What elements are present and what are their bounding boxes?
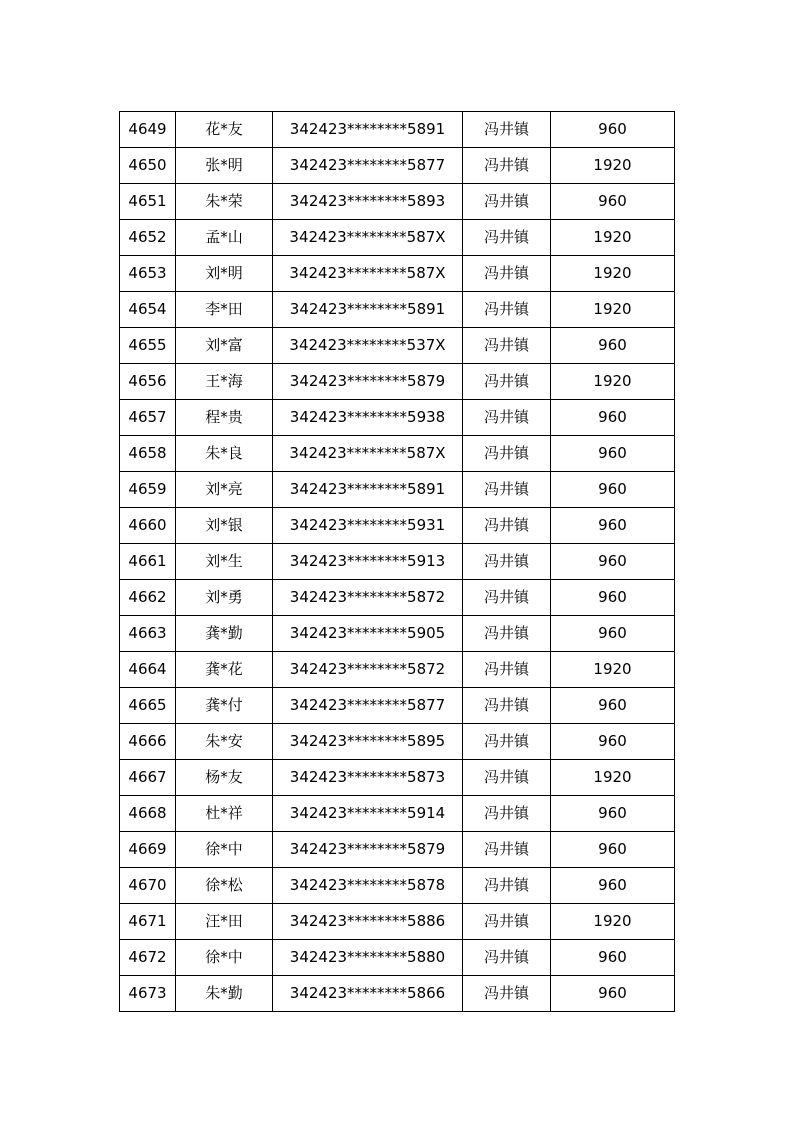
name-cell: 张*明 [176, 148, 273, 184]
id-number-cell: 342423********5879 [273, 832, 463, 868]
table-row [120, 760, 675, 796]
id-number-cell: 342423********5877 [273, 688, 463, 724]
name-cell: 刘*明 [176, 256, 273, 292]
town-cell: 冯井镇 [463, 724, 551, 760]
name-cell: 李*田 [176, 292, 273, 328]
name-cell: 朱*良 [176, 436, 273, 472]
amount-cell: 1920 [551, 760, 675, 796]
amount-cell: 960 [551, 328, 675, 364]
name-cell: 花*友 [176, 112, 273, 148]
table-row [120, 508, 675, 544]
name-cell: 龚*付 [176, 688, 273, 724]
amount-cell: 960 [551, 724, 675, 760]
name-cell: 龚*勤 [176, 616, 273, 652]
amount-cell: 1920 [551, 256, 675, 292]
amount-cell: 960 [551, 544, 675, 580]
town-cell: 冯井镇 [463, 148, 551, 184]
row-number-cell: 4669 [120, 832, 176, 868]
town-cell: 冯井镇 [463, 796, 551, 832]
row-number-cell: 4668 [120, 796, 176, 832]
amount-cell: 960 [551, 508, 675, 544]
town-cell: 冯井镇 [463, 868, 551, 904]
name-cell: 徐*中 [176, 832, 273, 868]
amount-cell: 960 [551, 436, 675, 472]
name-cell: 朱*安 [176, 724, 273, 760]
id-number-cell: 342423********587X [273, 220, 463, 256]
id-number-cell: 342423********5873 [273, 760, 463, 796]
town-cell: 冯井镇 [463, 472, 551, 508]
amount-cell: 1920 [551, 364, 675, 400]
id-number-cell: 342423********5880 [273, 940, 463, 976]
amount-cell: 960 [551, 796, 675, 832]
amount-cell: 960 [551, 868, 675, 904]
table-row [120, 544, 675, 580]
name-cell: 刘*生 [176, 544, 273, 580]
table-row [120, 832, 675, 868]
table-row [120, 796, 675, 832]
row-number-cell: 4657 [120, 400, 176, 436]
town-cell: 冯井镇 [463, 184, 551, 220]
name-cell: 杨*友 [176, 760, 273, 796]
amount-cell: 960 [551, 580, 675, 616]
id-number-cell: 342423********5913 [273, 544, 463, 580]
table-row [120, 292, 675, 328]
amount-cell: 960 [551, 832, 675, 868]
town-cell: 冯井镇 [463, 256, 551, 292]
id-number-cell: 342423********5891 [273, 472, 463, 508]
table-row [120, 256, 675, 292]
table-row [120, 688, 675, 724]
row-number-cell: 4660 [120, 508, 176, 544]
row-number-cell: 4659 [120, 472, 176, 508]
name-cell: 汪*田 [176, 904, 273, 940]
town-cell: 冯井镇 [463, 508, 551, 544]
row-number-cell: 4663 [120, 616, 176, 652]
roster-table-body [120, 112, 675, 1012]
table-row [120, 220, 675, 256]
id-number-cell: 342423********5905 [273, 616, 463, 652]
id-number-cell: 342423********5872 [273, 580, 463, 616]
name-cell: 刘*银 [176, 508, 273, 544]
name-cell: 刘*亮 [176, 472, 273, 508]
roster-table [119, 111, 675, 1012]
table-row [120, 112, 675, 148]
row-number-cell: 4658 [120, 436, 176, 472]
name-cell: 徐*松 [176, 868, 273, 904]
table-row [120, 580, 675, 616]
id-number-cell: 342423********5891 [273, 292, 463, 328]
id-number-cell: 342423********587X [273, 256, 463, 292]
table-row [120, 868, 675, 904]
id-number-cell: 342423********5878 [273, 868, 463, 904]
town-cell: 冯井镇 [463, 688, 551, 724]
table-row [120, 976, 675, 1012]
town-cell: 冯井镇 [463, 652, 551, 688]
amount-cell: 1920 [551, 292, 675, 328]
id-number-cell: 342423********5931 [273, 508, 463, 544]
row-number-cell: 4661 [120, 544, 176, 580]
town-cell: 冯井镇 [463, 292, 551, 328]
row-number-cell: 4673 [120, 976, 176, 1012]
id-number-cell: 342423********5886 [273, 904, 463, 940]
table-row [120, 904, 675, 940]
name-cell: 刘*勇 [176, 580, 273, 616]
amount-cell: 960 [551, 940, 675, 976]
row-number-cell: 4653 [120, 256, 176, 292]
row-number-cell: 4665 [120, 688, 176, 724]
amount-cell: 960 [551, 976, 675, 1012]
row-number-cell: 4649 [120, 112, 176, 148]
name-cell: 徐*中 [176, 940, 273, 976]
amount-cell: 960 [551, 184, 675, 220]
row-number-cell: 4664 [120, 652, 176, 688]
row-number-cell: 4666 [120, 724, 176, 760]
id-number-cell: 342423********5893 [273, 184, 463, 220]
town-cell: 冯井镇 [463, 760, 551, 796]
row-number-cell: 4650 [120, 148, 176, 184]
table-row [120, 652, 675, 688]
town-cell: 冯井镇 [463, 832, 551, 868]
table-row [120, 400, 675, 436]
row-number-cell: 4656 [120, 364, 176, 400]
name-cell: 王*海 [176, 364, 273, 400]
id-number-cell: 342423********587X [273, 436, 463, 472]
town-cell: 冯井镇 [463, 436, 551, 472]
table-row [120, 184, 675, 220]
table-row [120, 364, 675, 400]
amount-cell: 960 [551, 688, 675, 724]
name-cell: 刘*富 [176, 328, 273, 364]
row-number-cell: 4655 [120, 328, 176, 364]
id-number-cell: 342423********5914 [273, 796, 463, 832]
id-number-cell: 342423********5938 [273, 400, 463, 436]
amount-cell: 1920 [551, 904, 675, 940]
row-number-cell: 4654 [120, 292, 176, 328]
id-number-cell: 342423********5895 [273, 724, 463, 760]
town-cell: 冯井镇 [463, 976, 551, 1012]
row-number-cell: 4652 [120, 220, 176, 256]
town-cell: 冯井镇 [463, 580, 551, 616]
table-row [120, 940, 675, 976]
town-cell: 冯井镇 [463, 400, 551, 436]
amount-cell: 1920 [551, 220, 675, 256]
id-number-cell: 342423********537X [273, 328, 463, 364]
town-cell: 冯井镇 [463, 364, 551, 400]
id-number-cell: 342423********5877 [273, 148, 463, 184]
row-number-cell: 4672 [120, 940, 176, 976]
amount-cell: 960 [551, 616, 675, 652]
amount-cell: 1920 [551, 148, 675, 184]
row-number-cell: 4651 [120, 184, 176, 220]
amount-cell: 960 [551, 472, 675, 508]
name-cell: 杜*祥 [176, 796, 273, 832]
town-cell: 冯井镇 [463, 112, 551, 148]
amount-cell: 960 [551, 400, 675, 436]
town-cell: 冯井镇 [463, 328, 551, 364]
table-row [120, 472, 675, 508]
amount-cell: 1920 [551, 652, 675, 688]
id-number-cell: 342423********5872 [273, 652, 463, 688]
town-cell: 冯井镇 [463, 616, 551, 652]
table-row [120, 148, 675, 184]
amount-cell: 960 [551, 112, 675, 148]
table-row [120, 328, 675, 364]
table-row [120, 724, 675, 760]
row-number-cell: 4671 [120, 904, 176, 940]
town-cell: 冯井镇 [463, 544, 551, 580]
name-cell: 程*贵 [176, 400, 273, 436]
table-row [120, 436, 675, 472]
name-cell: 朱*荣 [176, 184, 273, 220]
town-cell: 冯井镇 [463, 904, 551, 940]
name-cell: 朱*勤 [176, 976, 273, 1012]
id-number-cell: 342423********5866 [273, 976, 463, 1012]
name-cell: 孟*山 [176, 220, 273, 256]
town-cell: 冯井镇 [463, 940, 551, 976]
row-number-cell: 4667 [120, 760, 176, 796]
row-number-cell: 4670 [120, 868, 176, 904]
id-number-cell: 342423********5891 [273, 112, 463, 148]
name-cell: 龚*花 [176, 652, 273, 688]
table-row [120, 616, 675, 652]
row-number-cell: 4662 [120, 580, 176, 616]
town-cell: 冯井镇 [463, 220, 551, 256]
id-number-cell: 342423********5879 [273, 364, 463, 400]
